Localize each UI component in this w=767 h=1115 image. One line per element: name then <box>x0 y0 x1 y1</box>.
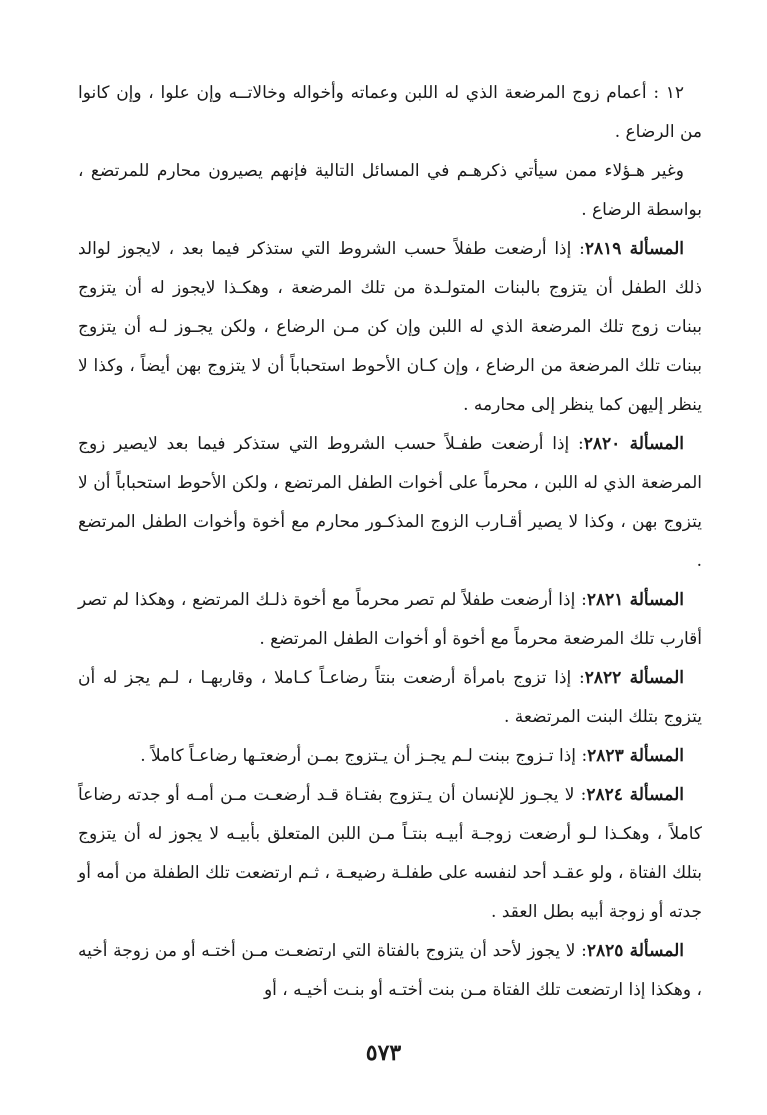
paragraph-text: : لا يجوز لأحد أن يتزوج بالفتاة التي ارتضعـت مـن أختـه أو من زوجة أخيه ، وهكذا إذا ارتضعت تلك الفتاة مـن بنت أختـه أو بنـت أخيـه ، أو <box>78 941 702 1000</box>
paragraph-issue-2822 <box>78 659 702 737</box>
paragraph-issue-2820 <box>78 425 702 581</box>
paragraph-issue-2821 <box>78 581 702 659</box>
document-body <box>78 74 702 1010</box>
issue-label: المسألة ٢٨٢٢ <box>584 668 684 688</box>
paragraph-text: : إذا أرضعت طفلاً لم تصر محرماً مع أخوة ذلـك المرتضع ، وهكذا لم تصر أقارب تلك المرضعة محرماً مع أخوة أو أخوات الطفل المرتضع . <box>78 590 702 649</box>
paragraph-issue-2823 <box>78 737 702 776</box>
paragraph-text: : إذا تـزوج ببنت لـم يجـز أن يـتزوج بمـن أرضعتـها رضاعـاً كاملاً . <box>140 746 588 766</box>
paragraph-item-12 <box>78 74 702 152</box>
issue-label: المسألة ٢٨٢٤ <box>586 785 684 805</box>
paragraph-text: وغير هـؤلاء ممن سيأتي ذكرهـم في المسائل التالية فإنهم يصيرون محارم للمرتضع ، بواسطة الرضاع . <box>78 161 702 220</box>
issue-label: المسألة ٢٨٢٠ <box>583 434 684 454</box>
issue-label: المسألة ٢٨٢١ <box>586 590 684 610</box>
paragraph-issue-2819 <box>78 230 702 425</box>
issue-label: المسألة ٢٨٢٥ <box>586 941 684 961</box>
page-number: ٥٧٣ <box>365 1040 402 1066</box>
paragraph-issue-2824 <box>78 776 702 932</box>
issue-label: المسألة ٢٨١٩ <box>584 239 684 259</box>
paragraph-intro-others <box>78 152 702 230</box>
paragraph-text: : إذا أرضعت طفلاً حسب الشروط التي ستذكر فيما بعد ، لايجوز لوالد ذلك الطفل أن يتزوج بالبنات المتولـدة من تلك المرضعة ، وهكـذا لايجوز له أن يتزوج ببنات زوج تلك المرضعة الذي له اللبن وإن كن مـن الرضاع ، ولكن يجـوز لـه أن يتزوج ببنات تلك المرضعة من الرضاع ، وإن كـان الأحوط استحباباً أن لا يتزوج بهن أيضاً ، وكذا لا ينظر إليهن كما ينظر إلى محارمه . <box>78 239 702 415</box>
issue-label: المسألة ٢٨٢٣ <box>587 746 684 766</box>
paragraph-text: : إذا تزوج بامرأة أرضعت بنتاً رضاعـاً كـاملا ، وقاربهـا ، لـم يجز له أن يتزوج بتلك البنت المرتضعة . <box>78 668 702 727</box>
paragraph-text: : إذا أرضعت طفـلاً حسب الشروط التي ستذكر فيما بعد لايصير زوج المرضعة الذي له اللبن ، محرماً على أخوات الطفل المرتضع ، ولكن الأحوط استحباباً أن لا يتزوج بهن ، وكذا لا يصير أقـارب الزوج المذكـور محارم مع أخوة وأخوات الطفل المرتضع . <box>78 434 702 571</box>
paragraph-text: ١٢ : أعمام زوج المرضعة الذي له اللبن وعماته وأخواله وخالاتــه وإن علوا ، وإن كانوا من الرضاع . <box>78 83 702 142</box>
paragraph-issue-2825 <box>78 932 702 1010</box>
paragraph-text: : لا يجـوز للإنسان أن يـتزوج بفتـاة قـد أرضعـت مـن أمـه أو جدته رضاعاً كاملاً ، وهكـذا لـو أرضعت زوجـة أبيـه بنتـاً مـن اللبن المتعلق بأبيـه لا يجوز له أن يتزوج بتلك الفتاة ، ولو عقـد أحد لنفسه على طفلـة رضيعـة ، ثـم ارتضعت تلك الطفلة من أمه أو جدته أو زوجة أبيه بطل العقد . <box>78 785 702 922</box>
